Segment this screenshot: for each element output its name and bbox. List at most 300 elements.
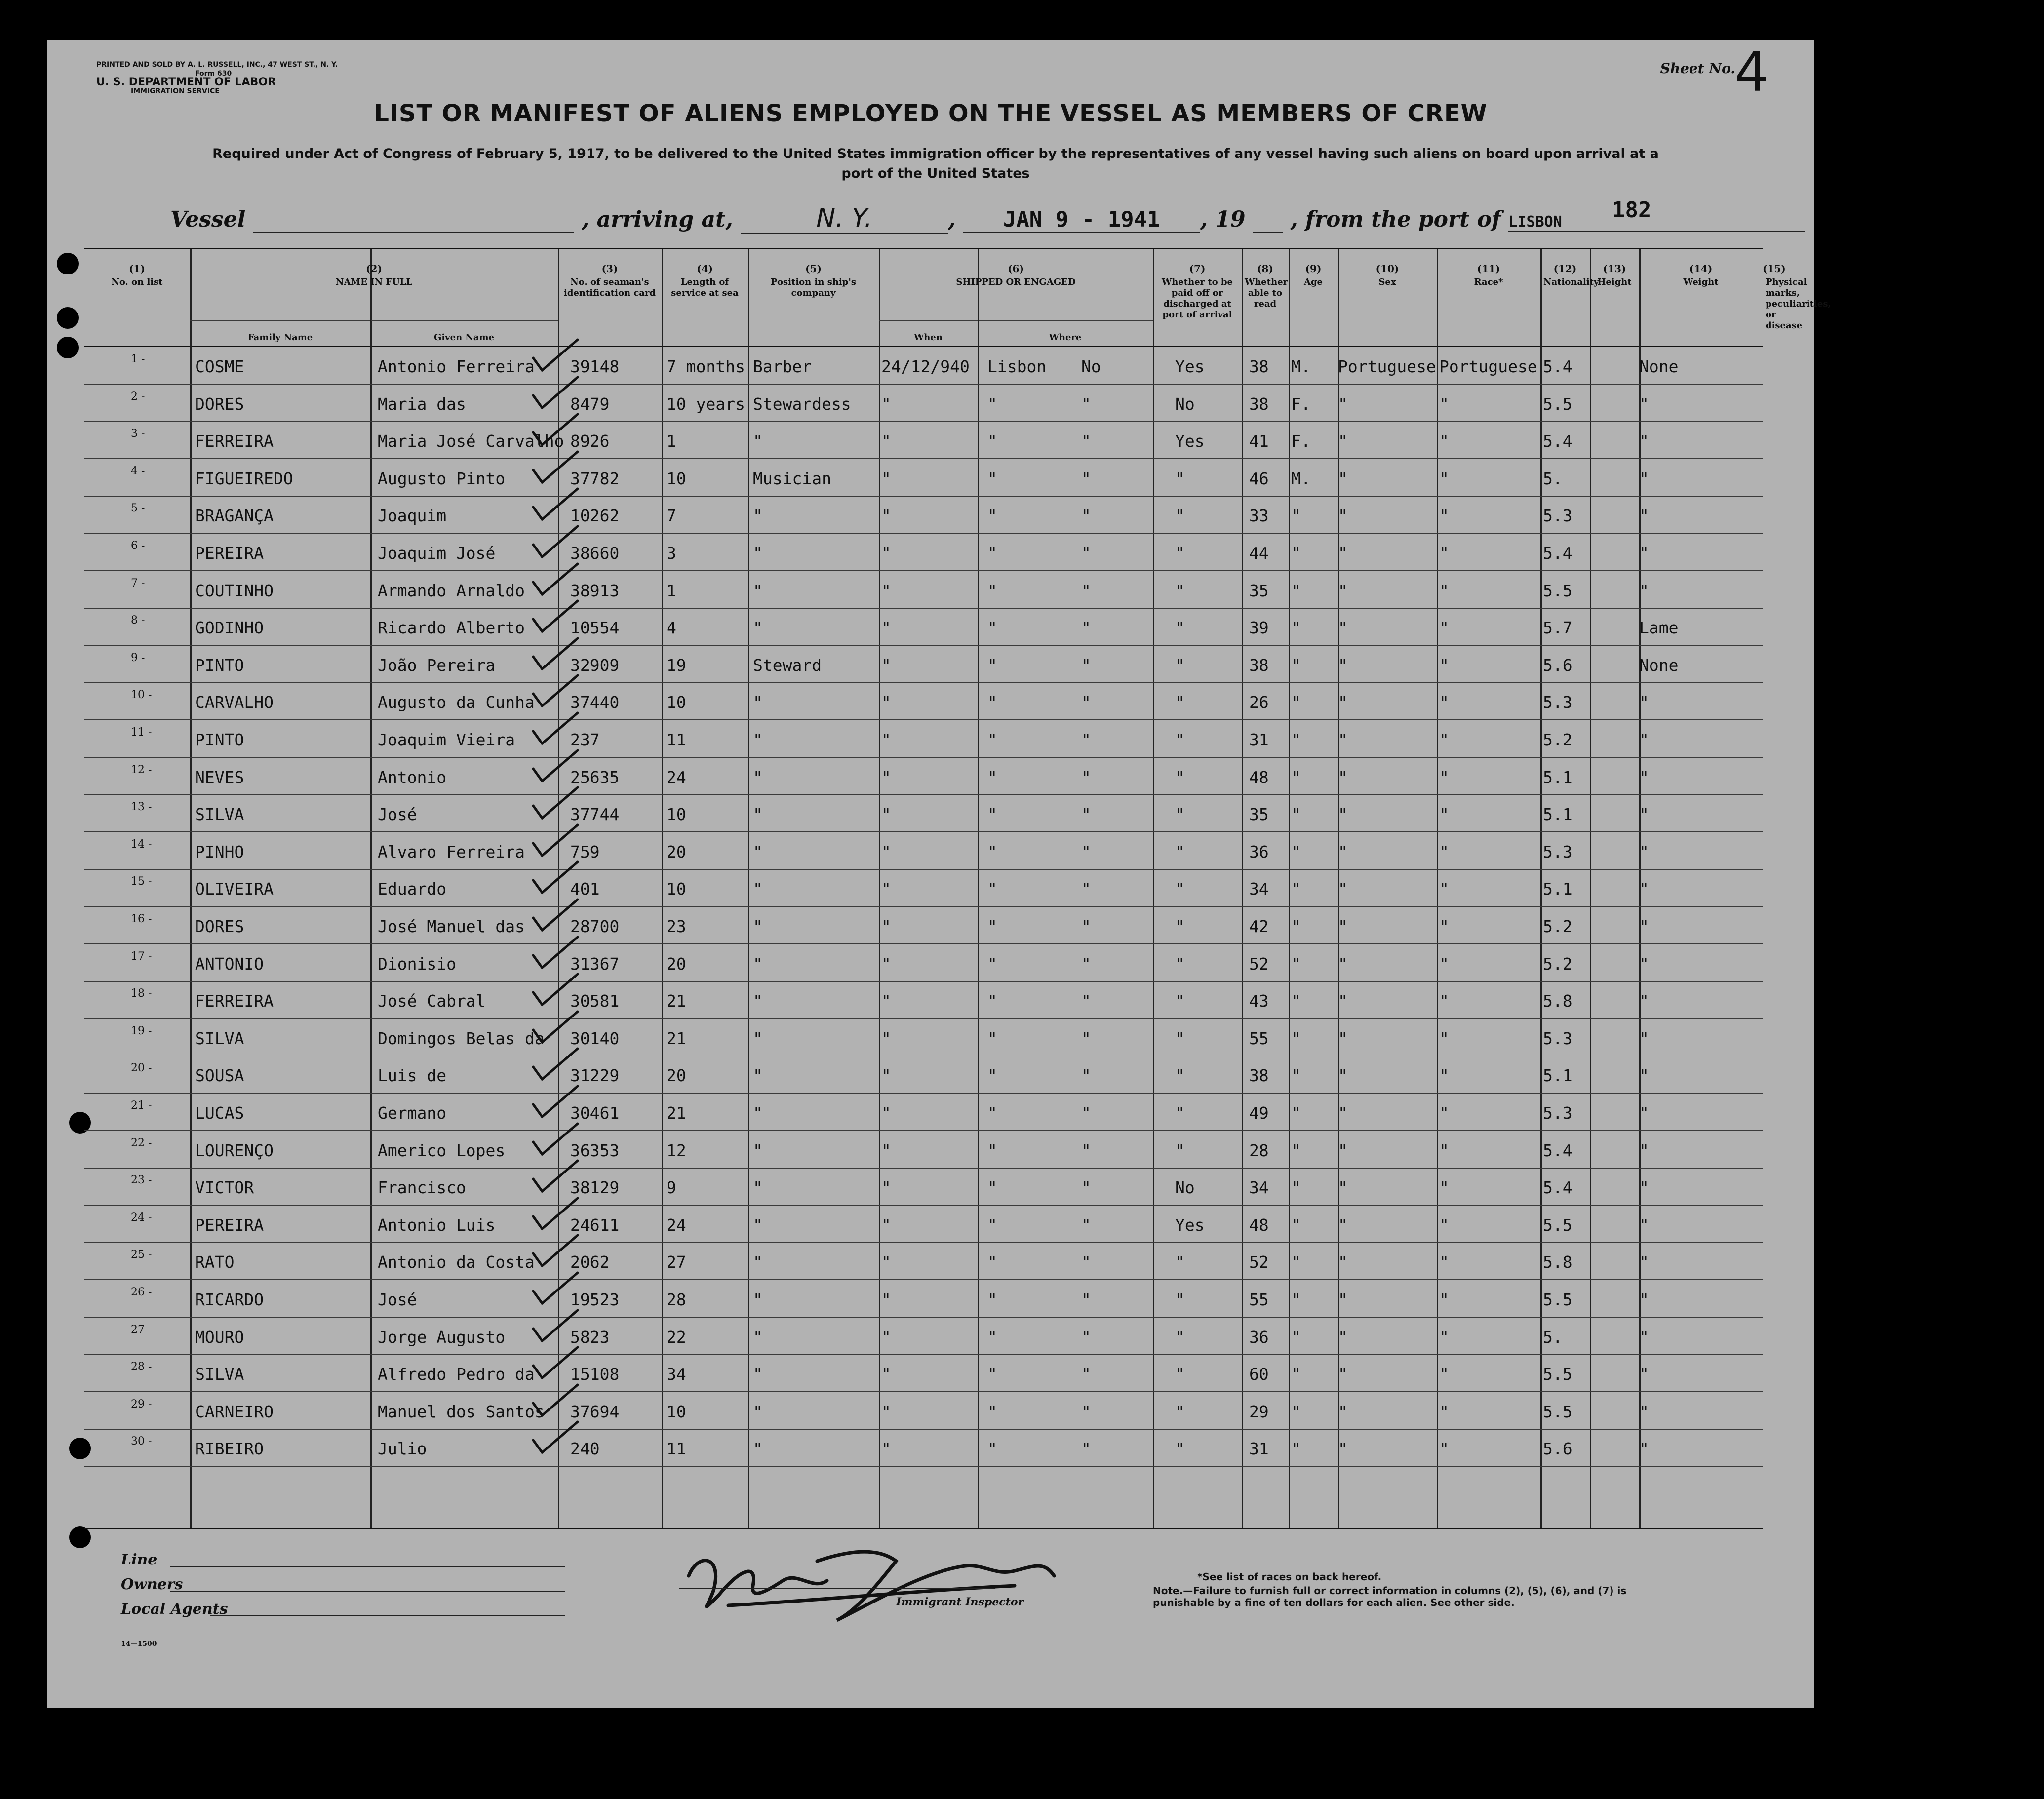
- cell-marks: ": [1639, 506, 1649, 526]
- row-number: 28 -: [131, 1361, 152, 1373]
- row-rule: [84, 1130, 1763, 1131]
- cell-read: ": [1175, 506, 1185, 526]
- column-label: Physical marks, peculiarities, or disease: [1766, 277, 1831, 331]
- row-number: 24 -: [131, 1211, 152, 1224]
- cell-when: ": [881, 879, 891, 899]
- cell-where: ": [987, 917, 997, 936]
- cell-sex: ": [1291, 1402, 1301, 1421]
- cell-read: ": [1175, 618, 1185, 638]
- cell-position: ": [753, 805, 763, 824]
- cell-age: 39: [1249, 618, 1269, 638]
- row-rule: [84, 869, 1763, 870]
- cell-family: MOURO: [195, 1327, 244, 1347]
- cell-card: 237: [570, 730, 600, 749]
- cell-age: 49: [1249, 1103, 1269, 1123]
- cell-paid: ": [1081, 842, 1091, 861]
- row-number: 1 -: [131, 353, 145, 365]
- cell-family: DORES: [195, 394, 244, 414]
- cell-nat: ": [1439, 394, 1449, 414]
- cell-card: 31367: [570, 954, 620, 974]
- checkmark-icon: [528, 1008, 583, 1047]
- cell-marks: None: [1639, 357, 1679, 376]
- cell-height: 5.1: [1543, 1066, 1572, 1086]
- page-subtitle: Required under Act of Congress of February 5, 1917, to be delivered to the United States immigration officer by the representatives of any vessel having such aliens on board upon arrival at a port of the United States: [212, 146, 1659, 181]
- table-row: [84, 460, 1763, 497]
- cell-paid: ": [1081, 469, 1091, 488]
- cell-sex: ": [1291, 1066, 1301, 1086]
- cell-race: ": [1338, 1066, 1348, 1086]
- cell-height: 5.6: [1543, 1439, 1572, 1459]
- row-number: 25 -: [131, 1249, 152, 1261]
- vessel-line: Vessel , arriving at, N. Y. , JAN 9 - 1941 , 19 , from the port of LISBON: [170, 203, 1805, 234]
- cell-when: ": [881, 1066, 891, 1086]
- column-number: (14): [1689, 263, 1713, 274]
- cell-height: 5.8: [1543, 991, 1572, 1011]
- cell-read: ": [1175, 544, 1185, 563]
- cell-nat: ": [1439, 655, 1449, 675]
- cell-when: ": [881, 1178, 891, 1198]
- column-number: (3): [601, 263, 618, 274]
- row-rule: [84, 1093, 1763, 1094]
- cell-age: 26: [1249, 693, 1269, 712]
- cell-race: ": [1338, 1290, 1348, 1309]
- cell-height: 5.1: [1543, 879, 1572, 899]
- cell-when: ": [881, 544, 891, 563]
- cell-service: 10: [667, 693, 686, 712]
- cell-position: ": [753, 730, 763, 749]
- cell-position: ": [753, 431, 763, 451]
- cell-read: ": [1175, 991, 1185, 1011]
- cell-nat: ": [1439, 991, 1449, 1011]
- row-number: 18 -: [131, 987, 152, 1000]
- cell-sex: ": [1291, 954, 1301, 974]
- from-port-label: , from the port of: [1290, 207, 1501, 232]
- row-rule: [84, 794, 1763, 795]
- cell-age: 55: [1249, 1028, 1269, 1048]
- cell-read: Yes: [1175, 431, 1205, 451]
- cell-family: LOURENÇO: [195, 1140, 274, 1160]
- cell-race: ": [1338, 693, 1348, 712]
- cell-age: 52: [1249, 1252, 1269, 1272]
- cell-nat: ": [1439, 1066, 1449, 1086]
- cell-position: ": [753, 917, 763, 936]
- cell-family: PEREIRA: [195, 544, 264, 563]
- row-number: 9 -: [131, 651, 145, 664]
- arrival-date: JAN 9 - 1941: [963, 207, 1200, 233]
- column-number: (12): [1553, 263, 1577, 274]
- cell-when: ": [881, 1103, 891, 1123]
- cell-read: ": [1175, 842, 1185, 861]
- column-header: [1338, 263, 1437, 288]
- cell-given: Germano: [378, 1103, 447, 1123]
- cell-service: 23: [667, 917, 686, 936]
- cell-position: ": [753, 544, 763, 563]
- cell-nat: ": [1439, 693, 1449, 712]
- row-number: 27 -: [131, 1323, 152, 1336]
- cell-where: ": [987, 544, 997, 563]
- cell-nat: ": [1439, 1140, 1449, 1160]
- checkmark-icon: [528, 671, 583, 711]
- cell-marks: ": [1639, 1402, 1649, 1421]
- row-number: 29 -: [131, 1398, 152, 1410]
- cell-given: Maria José Carvalho: [378, 431, 564, 451]
- cell-height: 5.2: [1543, 954, 1572, 974]
- row-rule: [84, 831, 1763, 832]
- column-label: Whether able to read: [1245, 277, 1288, 309]
- cell-position: ": [753, 1140, 763, 1160]
- column-subheader: Where: [1049, 332, 1082, 343]
- cell-where: ": [987, 730, 997, 749]
- cell-card: 37744: [570, 805, 620, 824]
- cell-age: 48: [1249, 1215, 1269, 1235]
- cell-card: 759: [570, 842, 600, 861]
- column-label: Age: [1303, 277, 1323, 287]
- row-number: 4 -: [131, 465, 145, 477]
- checkmark-icon: [528, 597, 583, 636]
- column-label: SHIPPED OR ENGAGED: [956, 277, 1076, 287]
- cell-service: 34: [667, 1365, 686, 1384]
- cell-service: 9: [667, 1178, 676, 1198]
- cell-card: 401: [570, 879, 600, 899]
- table-row: [84, 1430, 1763, 1467]
- checkmark-icon: [528, 560, 583, 599]
- cell-nat: ": [1439, 1252, 1449, 1272]
- cell-race: ": [1338, 1365, 1348, 1384]
- cell-nat: ": [1439, 1365, 1449, 1384]
- row-rule: [84, 1466, 1763, 1467]
- column-header: [1639, 263, 1763, 288]
- cell-when: 24/12/940: [881, 357, 970, 376]
- cell-marks: ": [1639, 1215, 1649, 1235]
- cell-paid: ": [1081, 805, 1091, 824]
- cell-when: ": [881, 1439, 891, 1459]
- cell-paid: ": [1081, 991, 1091, 1011]
- cell-position: ": [753, 1252, 763, 1272]
- cell-where: ": [987, 954, 997, 974]
- cell-sex: ": [1291, 1439, 1301, 1459]
- row-rule: [84, 533, 1763, 534]
- cell-read: ": [1175, 1327, 1185, 1347]
- cell-card: 8926: [570, 431, 610, 451]
- table-row: [84, 1132, 1763, 1169]
- column-header: [1437, 263, 1540, 288]
- column-number: (5): [805, 263, 822, 274]
- cell-age: 31: [1249, 1439, 1269, 1459]
- cell-nat: ": [1439, 618, 1449, 638]
- cell-given: Julio: [378, 1439, 427, 1459]
- cell-height: 5.6: [1543, 655, 1572, 675]
- cell-card: 31229: [570, 1066, 620, 1086]
- cell-where: ": [987, 693, 997, 712]
- cell-service: 10: [667, 469, 686, 488]
- column-header: [1540, 263, 1599, 288]
- cell-when: ": [881, 805, 891, 824]
- cell-read: Yes: [1175, 1215, 1205, 1235]
- checkmark-icon: [528, 1231, 583, 1271]
- cell-race: ": [1338, 1439, 1348, 1459]
- row-rule: [84, 757, 1763, 758]
- row-rule: [84, 645, 1763, 646]
- cell-read: ": [1175, 1439, 1185, 1459]
- cell-family: FERREIRA: [195, 991, 274, 1011]
- checkmark-icon: [528, 970, 583, 1010]
- cell-age: 41: [1249, 431, 1269, 451]
- row-rule: [84, 421, 1763, 422]
- cell-read: ": [1175, 879, 1185, 899]
- table-row: [84, 721, 1763, 758]
- cell-marks: ": [1639, 730, 1649, 749]
- cell-position: ": [753, 879, 763, 899]
- column-label: No. of seaman's identification card: [563, 277, 656, 298]
- cell-nat: ": [1439, 917, 1449, 936]
- cell-position: ": [753, 1215, 763, 1235]
- table-row: [84, 908, 1763, 945]
- table-row: [84, 423, 1763, 460]
- punch-hole: [69, 1526, 91, 1548]
- cell-height: 5.2: [1543, 730, 1572, 749]
- cell-height: 5.3: [1543, 842, 1572, 861]
- cell-position: ": [753, 991, 763, 1011]
- sheet-label: Sheet No.: [1660, 60, 1735, 77]
- cell-nat: ": [1439, 805, 1449, 824]
- cell-service: 10: [667, 879, 686, 899]
- cell-height: 5.3: [1543, 693, 1572, 712]
- checkmark-icon: [528, 896, 583, 935]
- cell-marks: ": [1639, 1439, 1649, 1459]
- row-number: 19 -: [131, 1024, 152, 1037]
- row-rule: [84, 1279, 1763, 1280]
- inspector-signature: [669, 1531, 1113, 1630]
- row-number: 15 -: [131, 875, 152, 888]
- cell-paid: No: [1081, 357, 1101, 376]
- cell-marks: ": [1639, 469, 1649, 488]
- column-label: No. on list: [111, 277, 163, 287]
- table-row: [84, 1319, 1763, 1356]
- cell-race: ": [1338, 954, 1348, 974]
- cell-family: FIGUEIREDO: [195, 469, 293, 488]
- cell-family: PINTO: [195, 655, 244, 675]
- line-underline: [170, 1566, 565, 1567]
- column-label: Weight: [1683, 277, 1719, 287]
- column-header: [1242, 263, 1289, 310]
- cell-sex: ": [1291, 544, 1301, 563]
- row-rule: [84, 1354, 1763, 1355]
- row-rule: [84, 1168, 1763, 1169]
- row-number: 16 -: [131, 913, 152, 925]
- cell-marks: ": [1639, 1290, 1649, 1309]
- cell-position: ": [753, 1066, 763, 1086]
- cell-sex: ": [1291, 1365, 1301, 1384]
- cell-paid: ": [1081, 655, 1091, 675]
- column-header: [558, 263, 662, 299]
- cell-family: PINHO: [195, 842, 244, 861]
- cell-marks: ": [1639, 767, 1649, 787]
- checkmark-icon: [528, 1306, 583, 1346]
- cell-age: 52: [1249, 954, 1269, 974]
- column-header: [1590, 263, 1639, 288]
- cell-given: Joaquim José: [378, 544, 496, 563]
- checkmark-icon: [528, 448, 583, 487]
- table-row: [84, 572, 1763, 609]
- cell-position: ": [753, 1290, 763, 1309]
- table-row: [84, 982, 1763, 1019]
- column-header: [84, 263, 190, 288]
- cell-service: 10: [667, 805, 686, 824]
- cell-position: Musician: [753, 469, 831, 488]
- row-rule: [84, 719, 1763, 720]
- service-name: IMMIGRATION SERVICE: [131, 87, 220, 95]
- cell-paid: ": [1081, 917, 1091, 936]
- cell-race: ": [1338, 544, 1348, 563]
- cell-position: ": [753, 842, 763, 861]
- cell-paid: ": [1081, 1178, 1091, 1198]
- cell-position: ": [753, 581, 763, 600]
- checkmark-icon: [528, 1269, 583, 1308]
- table-row: [84, 1057, 1763, 1094]
- cell-read: ": [1175, 1252, 1185, 1272]
- cell-when: ": [881, 693, 891, 712]
- row-rule: [84, 608, 1763, 609]
- cell-nat: ": [1439, 1327, 1449, 1347]
- table-row: [84, 870, 1763, 907]
- cell-age: 60: [1249, 1365, 1269, 1384]
- row-rule: [84, 1242, 1763, 1243]
- cell-sex: ": [1291, 581, 1301, 600]
- cell-nat: ": [1439, 506, 1449, 526]
- cell-nat: ": [1439, 544, 1449, 563]
- row-rule: [84, 906, 1763, 907]
- cell-height: 5.5: [1543, 1365, 1572, 1384]
- column-subheader: Family Name: [247, 332, 313, 343]
- cell-height: 5.: [1543, 469, 1563, 488]
- column-number: (10): [1376, 263, 1399, 274]
- cell-when: ": [881, 655, 891, 675]
- cell-position: ": [753, 1439, 763, 1459]
- checkmark-icon: [528, 1157, 583, 1196]
- cell-given: Ricardo Alberto: [378, 618, 525, 638]
- cell-marks: Lame: [1639, 618, 1679, 638]
- cell-family: COUTINHO: [195, 581, 274, 600]
- cell-where: ": [987, 879, 997, 899]
- cell-age: 38: [1249, 357, 1269, 376]
- cell-service: 4: [667, 618, 676, 638]
- cell-when: ": [881, 394, 891, 414]
- row-number: 30 -: [131, 1435, 152, 1448]
- cell-service: 12: [667, 1140, 686, 1160]
- cell-given: Jorge Augusto: [378, 1327, 506, 1347]
- cell-marks: ": [1639, 1327, 1649, 1347]
- cell-race: ": [1338, 767, 1348, 787]
- cell-paid: ": [1081, 1215, 1091, 1235]
- cell-given: José Cabral: [378, 991, 486, 1011]
- cell-marks: ": [1639, 954, 1649, 974]
- cell-given: Augusto da Cunha: [378, 693, 535, 712]
- cell-paid: ": [1081, 1402, 1091, 1421]
- cell-read: ": [1175, 1365, 1185, 1384]
- cell-height: 5.1: [1543, 805, 1572, 824]
- row-number: 11 -: [131, 726, 152, 739]
- table-row: [84, 1207, 1763, 1244]
- row-rule: [84, 384, 1763, 385]
- cell-sex: ": [1291, 1103, 1301, 1123]
- cell-age: 29: [1249, 1402, 1269, 1421]
- cell-service: 27: [667, 1252, 686, 1272]
- cell-given: Eduardo: [378, 879, 447, 899]
- row-number: 14 -: [131, 838, 152, 851]
- row-number: 6 -: [131, 540, 145, 552]
- checkmark-icon: [528, 709, 583, 748]
- checkmark-icon: [528, 783, 583, 823]
- cell-service: 10: [667, 1402, 686, 1421]
- cell-age: 28: [1249, 1140, 1269, 1160]
- column-label: Sex: [1378, 277, 1396, 287]
- cell-when: ": [881, 954, 891, 974]
- checkmark-icon: [528, 373, 583, 413]
- checkmark-icon: [528, 485, 583, 524]
- table-row: [84, 759, 1763, 796]
- cell-where: ": [987, 1140, 997, 1160]
- subheader-rule: [190, 320, 558, 321]
- inspector-underline: [679, 1588, 995, 1589]
- column-header: [662, 263, 748, 299]
- cell-service: 1: [667, 581, 676, 600]
- cell-read: ": [1175, 1290, 1185, 1309]
- cell-family: SILVA: [195, 1028, 244, 1048]
- cell-position: Barber: [753, 357, 812, 376]
- cell-family: RIBEIRO: [195, 1439, 264, 1459]
- column-header: [879, 263, 1153, 343]
- cell-height: 5.5: [1543, 1290, 1572, 1309]
- cell-paid: ": [1081, 1103, 1091, 1123]
- cell-nat: ": [1439, 469, 1449, 488]
- column-number: (2): [366, 263, 382, 274]
- table-row: [84, 1020, 1763, 1057]
- table-row: [84, 1281, 1763, 1318]
- owners-label: Owners: [121, 1576, 183, 1593]
- cell-nat: ": [1439, 1028, 1449, 1048]
- column-subheader: When: [914, 332, 943, 343]
- cell-card: 38129: [570, 1178, 620, 1198]
- cell-service: 10 years: [667, 394, 745, 414]
- cell-height: 5.2: [1543, 917, 1572, 936]
- column-number: (9): [1305, 263, 1322, 274]
- cell-nat: ": [1439, 954, 1449, 974]
- row-number: 13 -: [131, 801, 152, 814]
- cell-sex: F.: [1291, 431, 1311, 451]
- inspector-label: Immigrant Inspector: [896, 1596, 1024, 1608]
- cell-paid: ": [1081, 879, 1091, 899]
- cell-height: 5.4: [1543, 431, 1572, 451]
- cell-paid: ": [1081, 767, 1091, 787]
- cell-service: 22: [667, 1327, 686, 1347]
- cell-paid: ": [1081, 1028, 1091, 1048]
- cell-nat: Portuguese: [1439, 357, 1537, 376]
- cell-age: 42: [1249, 917, 1269, 936]
- cell-paid: ": [1081, 730, 1091, 749]
- checkmark-icon: [528, 821, 583, 860]
- checkmark-icon: [528, 1082, 583, 1122]
- cell-given: Joaquim: [378, 506, 447, 526]
- cell-card: 24611: [570, 1215, 620, 1235]
- row-number: 17 -: [131, 950, 152, 963]
- cell-height: 5.: [1543, 1327, 1563, 1347]
- cell-paid: ": [1081, 394, 1091, 414]
- races-note: *See list of races on back hereof.: [1197, 1571, 1382, 1583]
- port-value: LISBON: [1508, 213, 1805, 232]
- cell-nat: ": [1439, 842, 1449, 861]
- cell-marks: ": [1639, 1252, 1649, 1272]
- table-row: [84, 1356, 1763, 1393]
